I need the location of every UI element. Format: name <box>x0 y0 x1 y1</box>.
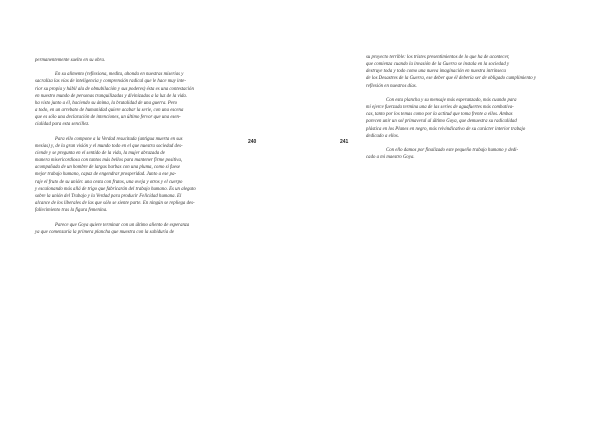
text-line: destruye toda y todo como una nueva imaginación en nuestra intrínseca <box>366 69 506 75</box>
text-line: permanentemente suelto en su obra. <box>35 58 106 63</box>
text-line: que es sólo una declaración de intenciones, un último fervor que una esen- <box>35 115 181 121</box>
text-line: Para ello compone a la Verdad resucitada (antigua muerta en sus <box>55 136 183 142</box>
text-line: parecen unir un sol primaveral al último Goya, que demuestra su radicalidad <box>366 119 517 125</box>
left-page-text <box>35 57 225 236</box>
text-line: sacraliza las vías de inteligencia y comprensión radical que le hace muy inte- <box>35 79 186 85</box>
text-line: mesías) y, de la gran visión y el mundo todo en el que nuestra sociedad des- <box>35 143 183 149</box>
text-line: Con esta plancha y su mensaje más esperanzado, más cuando para <box>386 97 517 103</box>
page-number-right: 241 <box>340 139 349 145</box>
text-line: reflexión en nuestros días. <box>366 83 417 89</box>
page-number-left: 240 <box>248 139 257 145</box>
text-line: Parece que Goya quiere terminar con un último aliento de esperanza <box>55 222 190 228</box>
text-line: alcance de los liberales de las que sólo se siente parte. En ningún se repliega des- <box>35 201 195 207</box>
text-line: raje el fruto de su unión: una cesta con frutos, una oveja y otros y el cuerpo <box>35 179 183 185</box>
text-line: manera misericordiosa con tantos más bellos para mantener firme positiva, <box>35 158 183 164</box>
text-line: ya que comenzaría la primera plancha que muestra con la sabiduría de <box>35 229 175 235</box>
text-line: acompañada de un hombre de largas barbas con una pluma, como si fuese <box>35 165 181 171</box>
text-line: Con ello damos por finalizado este pequeño trabajo humano y dedi- <box>386 148 519 153</box>
text-line: sobre la unión del Trabajo y la Verdad para producir Felicidad humana. El <box>35 193 182 199</box>
text-line: fallecimiento tras la figura femenina. <box>35 208 108 214</box>
text-line: que comienza cuando la invasión de la Guerra se instala en la sociedad y <box>366 62 510 68</box>
text-line: y escalonando más allá de trigo que fabricarán del trabajo humano. Es un alegato <box>35 186 196 192</box>
text-line: dedicado a ellos. <box>366 133 399 139</box>
text-line: su proyecto terrible: los tristes presentimientos de lo que ha de acontecer, <box>366 55 510 60</box>
text-line: plástica en los Planes en negro, más reivindicativo de su carácter interior trabajo <box>366 126 526 132</box>
right-page-text <box>366 54 553 161</box>
text-line: rior su propia y hábil ala de obnubilación y sus poderes) ésta es una contestación <box>35 86 194 92</box>
text-line: cas, tanto por los temas como por la actitud que toma frente a ellos. Ambas <box>366 112 513 118</box>
text-line: de los Desastres de la Guerra, ese deber que él debería ser de obligado cumplimiento y <box>366 76 537 82</box>
text-line: mejor trabajo humano, capaz de engendrar prosperidad. Junto a ese pa- <box>35 172 177 178</box>
right-page <box>300 0 600 424</box>
text-line: cado a mi maestro Goya. <box>366 155 415 161</box>
text-line: mí ejerce fuerzada termina una de las series de aguafuertes más combativa- <box>366 105 514 111</box>
text-line: en nuestro mundo de personas tranquilizadas y divinizadas a la luz de la vida. <box>35 93 188 99</box>
text-line: En su alimento (reflexiona, medita, ahonda en nuestras miserias y <box>55 72 184 78</box>
text-line: a todo, en un arrebato de humanidad quiere acabar la serie, con una escena <box>35 108 184 114</box>
text-line: cialidad para esta sencillez. <box>35 122 90 128</box>
text-line: ciende y se pregunta en el sentido de la vida, la mujer abrazada de <box>35 151 165 156</box>
text-line: ha visto junto a él, haciendo su ánima, la brutalidad de una guerra. Pero <box>35 100 178 106</box>
